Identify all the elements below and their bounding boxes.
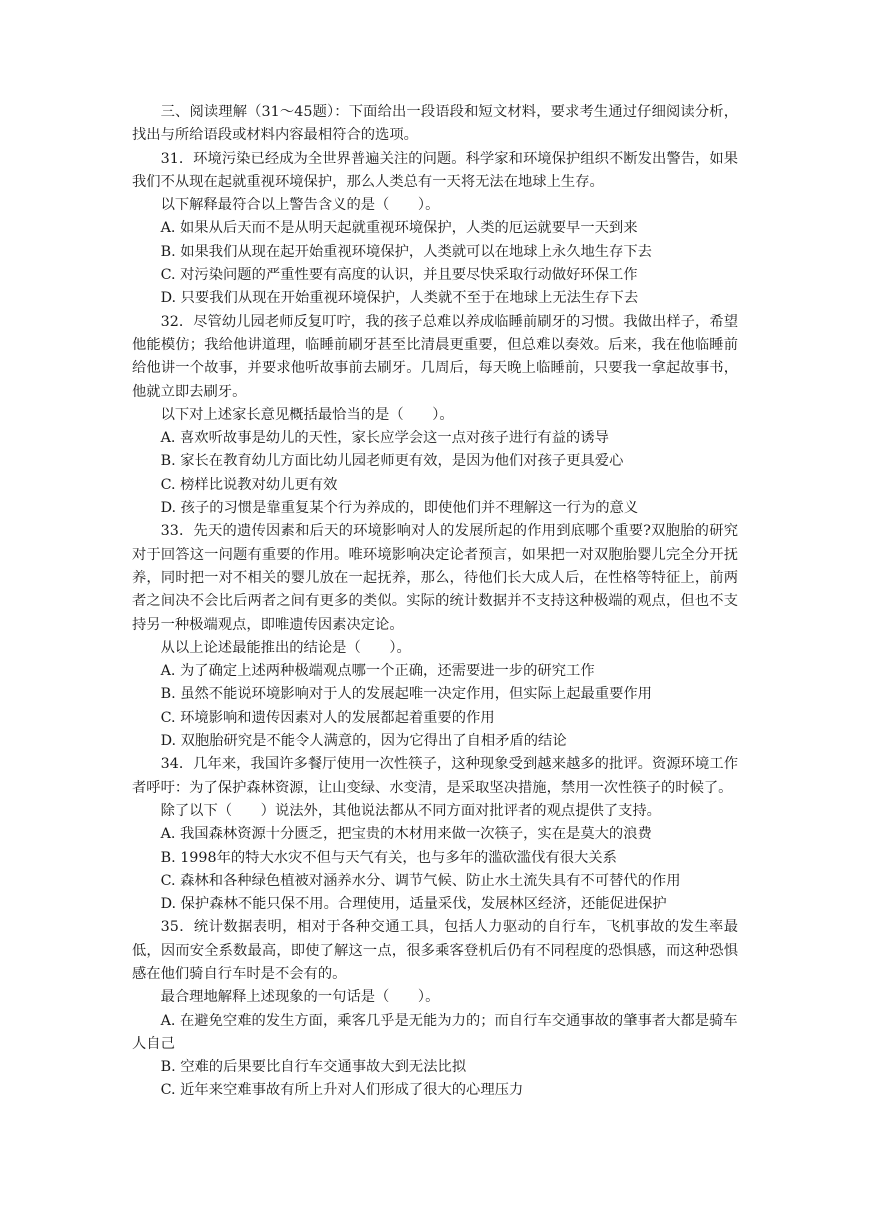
question-33-option-b: B. 虽然不能说环境影响对于人的发展起唯一决定作用，但实际上起最重要作用 bbox=[160, 686, 652, 703]
document-page bbox=[132, 101, 738, 1103]
question-34-option-b: B. 1998年的特大水灾不但与天气有关，也与多年的滥砍滥伐有很大关系 bbox=[160, 849, 617, 866]
question-35-option-b: B. 空难的后果要比自行车交通事故大到无法比拟 bbox=[160, 1059, 467, 1076]
question-33-option-d: D. 双胞胎研究是不能令人满意的，因为它得出了自相矛盾的结论 bbox=[160, 733, 567, 750]
question-34-option-c: C. 森林和各种绿色植被对涵养水分、调节气候、防止水土流失具有不可替代的作用 bbox=[160, 872, 681, 889]
question-35-stem: 35．统计数据表明，相对于各种交通工具，包括人力驱动的自行车，飞机事故的发生率最低，因而安全系数最高，即使了解这一点，很多乘客登机后仍有不同程度的恐惧感，而这种恐惧感在他们骑自行车时是不会有的。 bbox=[132, 919, 738, 982]
section-intro: 三、阅读理解（31～45题）：下面给出一段语段和短文材料，要求考生通过仔细阅读分析，找出与所给语段或材料内容最相符合的选项。 bbox=[132, 104, 738, 144]
question-35-prompt: 最合理地解释上述现象的一句话是（ ）。 bbox=[160, 989, 440, 1006]
question-32-stem: 32．尽管幼儿园老师反复叮咛，我的孩子总难以养成临睡前刷牙的习惯。我做出样子，希望他能模仿；我给他讲道理，临睡前刷牙甚至比清晨更重要，但总难以奏效。后来，我在他临睡前给他讲一个故事，并要求他听故事前去刷牙。几周后，每天晚上临睡前，只要我一拿起故事书，他就立即去刷牙。 bbox=[132, 313, 738, 400]
question-31-option-d: D. 只要我们从现在开始重视环境保护，人类就不至于在地球上无法生存下去 bbox=[160, 290, 639, 307]
question-32-option-c: C. 榜样比说教对幼儿更有效 bbox=[160, 476, 338, 493]
question-35-option-a: A. 在避免空难的发生方面，乘客几乎是无能为力的；而自行车交通事故的肇事者大都是骑车人自己 bbox=[132, 1012, 738, 1052]
question-31-prompt: 以下解释最符合以上警告含义的是（ ）。 bbox=[160, 197, 440, 214]
question-31-option-a: A. 如果从后天而不是从明天起就重视环境保护，人类的厄运就要早一天到来 bbox=[160, 220, 638, 237]
question-33-option-a: A. 为了确定上述两种极端观点哪一个正确，还需要进一步的研究工作 bbox=[160, 663, 595, 680]
question-31-option-c: C. 对污染问题的严重性要有高度的认识，并且要尽快采取行动做好环保工作 bbox=[160, 267, 638, 284]
question-34-stem: 34．几年来，我国许多餐厅使用一次性筷子，这种现象受到越来越多的批评。资源环境工作者呼吁：为了保护森林资源，让山变绿、水变清，是采取坚决措施，禁用一次性筷子的时候了。 bbox=[132, 756, 738, 796]
question-32-option-d: D. 孩子的习惯是靠重复某个行为养成的，即使他们并不理解这一行为的意义 bbox=[160, 500, 639, 517]
question-33-option-c: C. 环境影响和遗传因素对人的发展都起着重要的作用 bbox=[160, 709, 495, 726]
question-32-prompt: 以下对上述家长意见概括最恰当的是（ ）。 bbox=[160, 406, 454, 423]
question-34-option-a: A. 我国森林资源十分匮乏，把宝贵的木材用来做一次筷子，实在是莫大的浪费 bbox=[160, 826, 652, 843]
question-33-stem: 33．先天的遗传因素和后天的环境影响对人的发展所起的作用到底哪个重要?双胞胎的研究对于回答这一问题有重要的作用。唯环境影响决定论者预言，如果把一对双胞胎婴儿完全分开抚养，同时把一对不相关的婴儿放在一起抚养，那么，待他们长大成人后，在性格等特征上，前两者之间决不会比后两者之间有更多的类似。实际的统计数据并不支持这种极端的观点，但也不支持另一种极端观点，即唯遗传因素决定论。 bbox=[132, 523, 738, 633]
question-34-prompt: 除了以下（ ）说法外，其他说法都从不同方面对批评者的观点提供了支持。 bbox=[160, 802, 661, 819]
question-32-option-a: A. 喜欢听故事是幼儿的天性，家长应学会这一点对孩子进行有益的诱导 bbox=[160, 430, 609, 447]
question-31-stem: 31．环境污染已经成为全世界普遍关注的问题。科学家和环境保护组织不断发出警告，如果我们不从现在起就重视环境保护，那么人类总有一天将无法在地球上生存。 bbox=[132, 150, 738, 190]
question-32-option-b: B. 家长在教育幼儿方面比幼儿园老师更有效，是因为他们对孩子更具爱心 bbox=[160, 453, 624, 470]
question-34-option-d: D. 保护森林不能只保不用。合理使用，适量采伐，发展林区经济，还能促进保护 bbox=[160, 896, 667, 913]
question-35-option-c: C. 近年来空难事故有所上升对人们形成了很大的心理压力 bbox=[160, 1082, 524, 1099]
question-33-prompt: 从以上论述最能推出的结论是（ ）。 bbox=[160, 639, 411, 656]
question-31-option-b: B. 如果我们从现在起开始重视环境保护，人类就可以在地球上永久地生存下去 bbox=[160, 243, 652, 260]
